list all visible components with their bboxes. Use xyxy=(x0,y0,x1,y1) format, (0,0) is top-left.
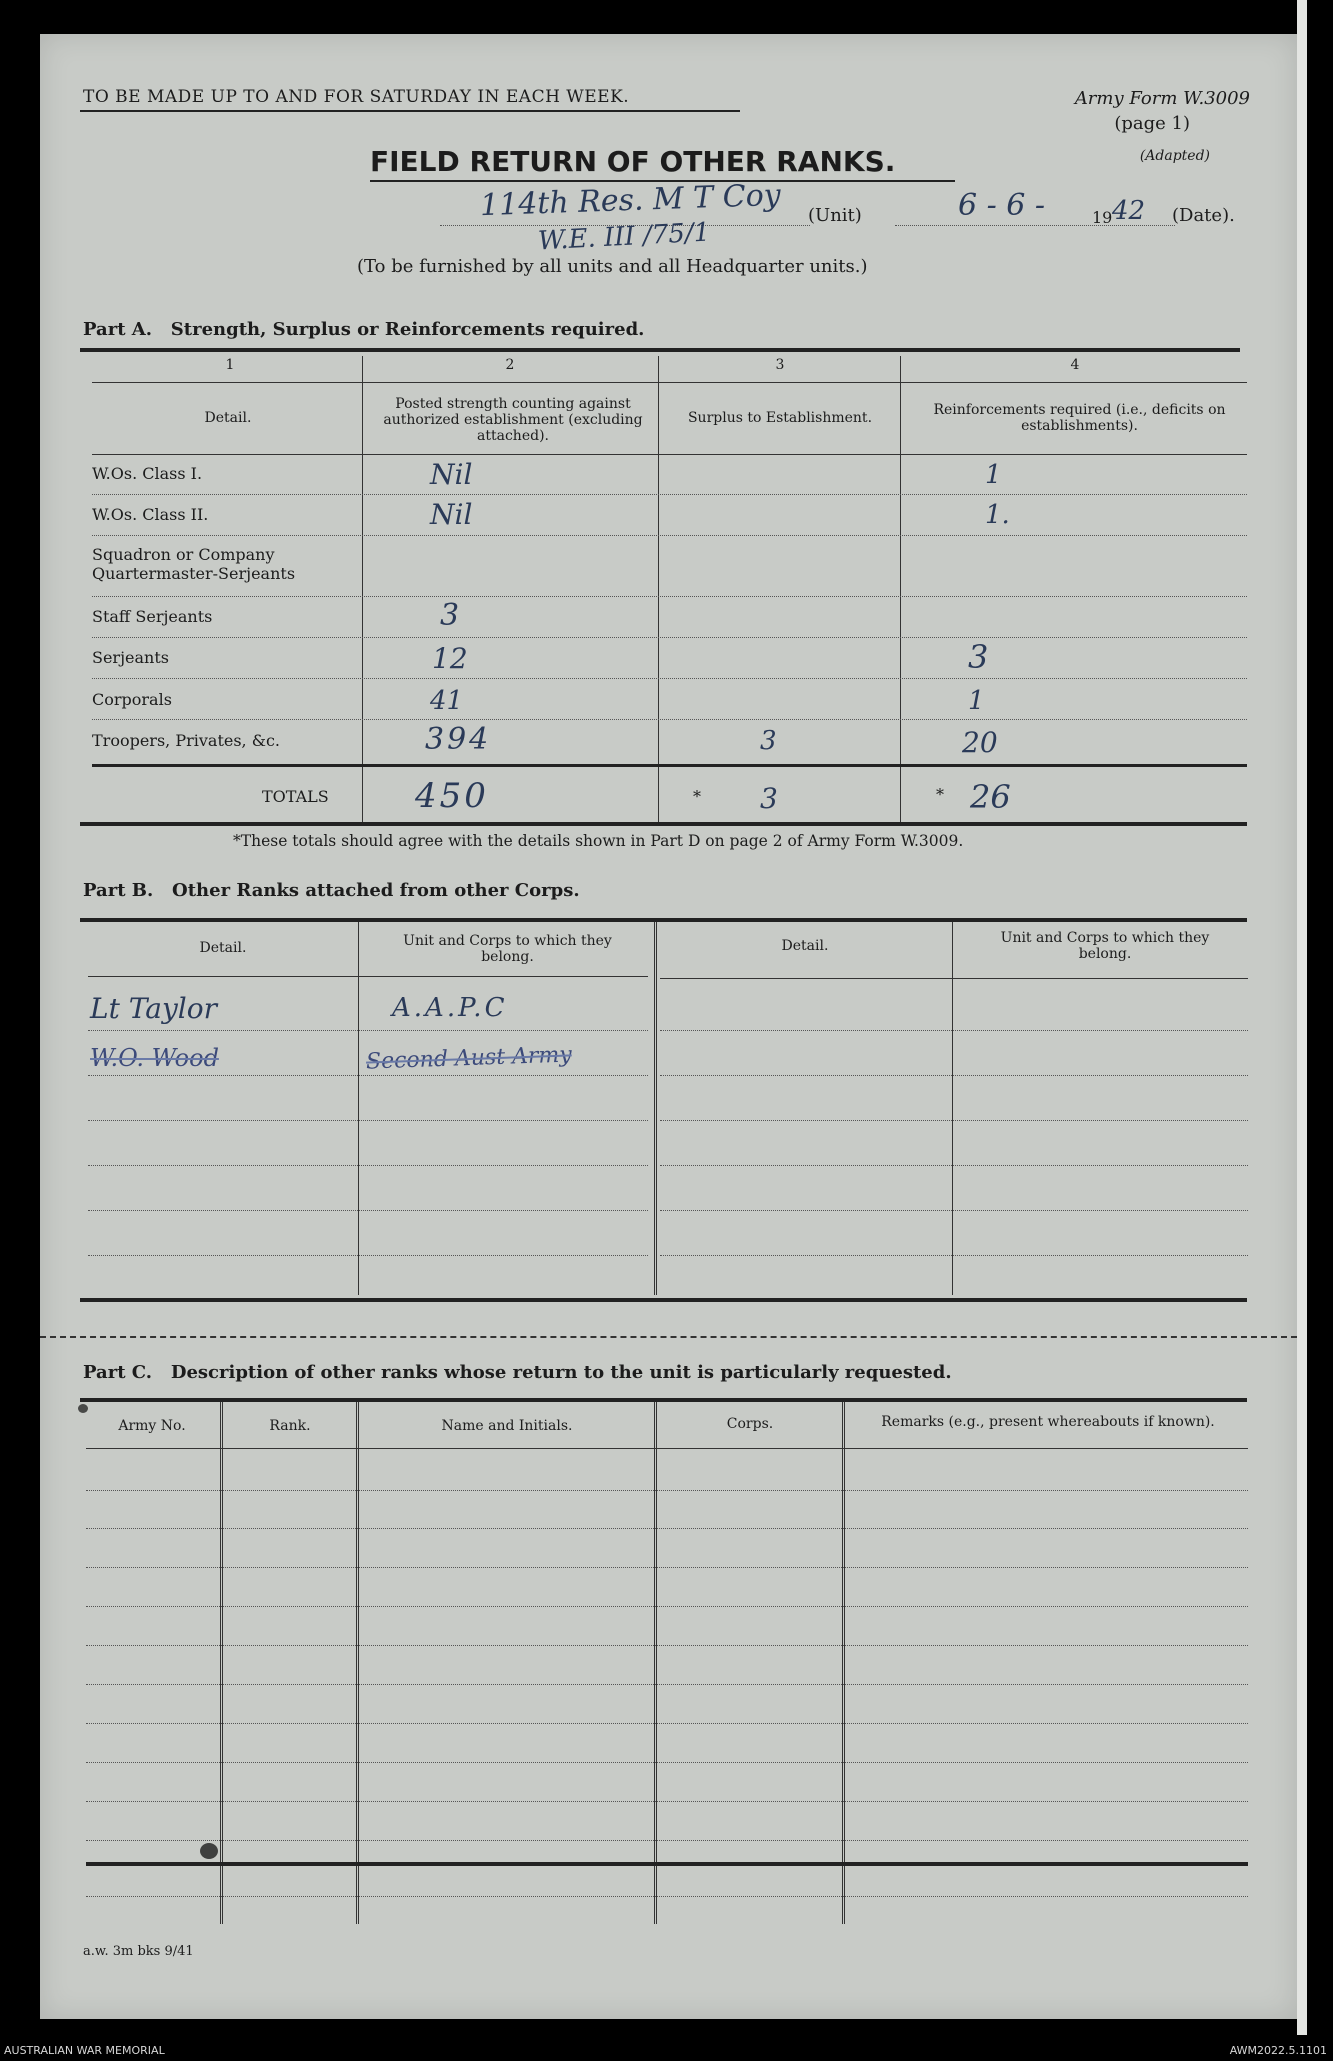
part-c-row-rule xyxy=(86,1723,1248,1724)
part-b-row-rule xyxy=(88,1255,648,1256)
part-c-heading: Part C. Description of other ranks whose return to the unit is particularly requested. xyxy=(83,1362,952,1383)
part-b-row-rule xyxy=(660,1120,1248,1121)
part-a-top-rule xyxy=(80,348,1240,352)
row-label-serjeants: Serjeants xyxy=(92,648,169,667)
unit-label: (Unit) xyxy=(808,205,862,226)
posted-staff-serjeants: 3 xyxy=(440,598,460,633)
part-b-row-rule xyxy=(660,1255,1248,1256)
row-label-staff-serjeants: Staff Serjeants xyxy=(92,607,213,626)
part-b-row-rule xyxy=(660,1165,1248,1166)
part-c-col-divider-4 xyxy=(842,1402,845,1924)
form-number: Army Form W.3009 xyxy=(1074,88,1250,109)
part-c-row-rule xyxy=(86,1645,1248,1646)
part-c-header-rule xyxy=(86,1448,1248,1449)
part-c-col-divider-1 xyxy=(220,1402,223,1924)
page-number: (page 1) xyxy=(1114,113,1190,134)
part-b-bottom-rule xyxy=(80,1298,1247,1302)
row-rule xyxy=(92,535,1247,536)
footer-archive-name: AUSTRALIAN WAR MEMORIAL xyxy=(4,2044,165,2057)
part-b-entry-2-detail: W.O. Wood xyxy=(90,1044,219,1072)
part-b-row-rule xyxy=(88,1075,648,1076)
part-b-row-rule xyxy=(88,1210,648,1211)
totals-top-rule xyxy=(92,764,1247,767)
part-a-heading: Part A. Strength, Surplus or Reinforcements required. xyxy=(83,319,645,340)
instruction-text: TO BE MADE UP TO AND FOR SATURDAY IN EACH WEEK. xyxy=(83,87,630,107)
row-rule xyxy=(92,596,1247,597)
col-number-4: 4 xyxy=(1070,357,1080,373)
row-rule xyxy=(92,637,1247,638)
part-b-header-unit-2: Unit and Corps to which they belong. xyxy=(1000,930,1210,962)
part-c-top-rule xyxy=(80,1398,1247,1402)
part-c-bottom-rule xyxy=(86,1862,1248,1866)
part-a-col-divider-3 xyxy=(900,356,901,822)
punch-hole xyxy=(78,1404,88,1413)
unit-handwritten: 114th Res. M T Coy xyxy=(479,177,782,224)
year-handwritten: 42 xyxy=(1112,196,1146,226)
row-label-wo-class-2: W.Os. Class II. xyxy=(92,505,209,524)
part-a-col-divider-1 xyxy=(362,356,363,822)
reinf-corporals: 1 xyxy=(968,686,985,716)
perforation-line xyxy=(40,1336,1297,1338)
part-b-row-rule xyxy=(88,1165,648,1166)
part-c-row-rule xyxy=(86,1801,1248,1802)
posted-wo-class-2: Nil xyxy=(430,498,473,531)
col-number-3: 3 xyxy=(775,357,785,373)
part-b-entry-1-detail: Lt Taylor xyxy=(90,992,217,1025)
part-c-header-remarks: Remarks (e.g., present whereabouts if known). xyxy=(881,1414,1215,1430)
part-c-row-rule xyxy=(86,1567,1248,1568)
part-b-row-rule xyxy=(660,1030,1248,1031)
col-header-rule xyxy=(92,454,1247,455)
part-b-entry-1-unit: A.A.P.C xyxy=(392,993,508,1023)
part-b-col-divider-1 xyxy=(358,922,359,1295)
instruction-underline xyxy=(80,110,740,112)
posted-corporals: 41 xyxy=(430,686,464,716)
totals-surplus: 3 xyxy=(760,782,778,815)
part-b-row-rule xyxy=(88,1030,648,1031)
we-reference-handwritten: W.E. III /75/1 xyxy=(537,217,711,257)
part-b-header-detail-2: Detail. xyxy=(781,938,829,954)
row-rule xyxy=(92,719,1247,720)
row-label-troopers: Troopers, Privates, &c. xyxy=(92,731,281,750)
reinf-serjeants: 3 xyxy=(968,638,989,676)
part-b-heading: Part B. Other Ranks attached from other Corps. xyxy=(83,880,580,901)
row-label-cqms: Squadron or Company Quartermaster-Serjeants xyxy=(92,545,296,583)
row-rule xyxy=(92,494,1247,495)
part-c-header-army-no: Army No. xyxy=(118,1418,186,1434)
part-b-header-unit-1: Unit and Corps to which they belong. xyxy=(403,933,612,965)
part-b-row-rule xyxy=(88,1120,648,1121)
reinf-troopers: 20 xyxy=(962,726,998,759)
part-b-header-detail-1: Detail. xyxy=(199,940,247,956)
part-c-row-rule xyxy=(86,1528,1248,1529)
part-c-col-divider-2 xyxy=(356,1402,359,1924)
furnish-note: (To be furnished by all units and all Headquarter units.) xyxy=(357,256,868,277)
totals-reinf-asterisk: * xyxy=(936,785,944,804)
punch-hole xyxy=(200,1843,218,1859)
totals-label: TOTALS xyxy=(262,787,329,806)
part-c-row-rule xyxy=(86,1684,1248,1685)
totals-surplus-asterisk: * xyxy=(693,787,701,806)
col-header-detail: Detail. xyxy=(204,410,252,426)
part-c-header-name: Name and Initials. xyxy=(441,1418,573,1434)
part-c-header-rank: Rank. xyxy=(269,1418,311,1434)
row-label-wo-class-1: W.Os. Class I. xyxy=(92,464,203,483)
totals-posted: 450 xyxy=(415,776,489,816)
form-title: FIELD RETURN OF OTHER RANKS. xyxy=(370,145,896,178)
reinf-wo-class-1: 1 xyxy=(985,460,1002,490)
part-b-col-divider-2 xyxy=(654,922,657,1295)
part-b-row-rule xyxy=(660,1210,1248,1211)
date-label: (Date). xyxy=(1172,205,1235,226)
part-c-row-rule xyxy=(86,1606,1248,1607)
surplus-troopers: 3 xyxy=(760,726,777,756)
col-header-surplus: Surplus to Establishment. xyxy=(687,410,873,426)
posted-serjeants: 12 xyxy=(432,642,468,675)
date-day-handwritten: 6 - 6 - xyxy=(958,188,1046,223)
part-a-bottom-rule xyxy=(80,822,1247,826)
col-number-2: 2 xyxy=(505,357,515,373)
part-c-row-rule xyxy=(86,1762,1248,1763)
part-c-col-divider-3 xyxy=(654,1402,657,1924)
col-header-posted: Posted strength counting against authorized establishment (excluding attached). xyxy=(383,396,643,444)
part-b-top-rule xyxy=(80,918,1247,922)
year-prefix: 19 xyxy=(1092,208,1113,227)
totals-reinf: 26 xyxy=(970,778,1011,816)
row-label-corporals: Corporals xyxy=(92,690,172,709)
reinf-wo-class-2: 1. xyxy=(985,500,1010,530)
col-number-rule xyxy=(92,382,1247,383)
part-b-row-rule xyxy=(660,1075,1248,1076)
row-rule xyxy=(92,678,1247,679)
posted-troopers: 394 xyxy=(425,722,492,757)
col-number-1: 1 xyxy=(225,357,235,373)
adapted-label: (Adapted) xyxy=(1139,148,1210,164)
col-header-reinforcements: Reinforcements required (i.e., deficits on establishments). xyxy=(933,402,1226,434)
part-a-col-divider-2 xyxy=(658,356,659,822)
printer-code: a.w. 3m bks 9/41 xyxy=(83,1944,194,1959)
paper-edge-strip xyxy=(1297,0,1307,2035)
part-b-header-rule-right xyxy=(660,978,1248,979)
part-b-entry-2-unit: Second Aust Army xyxy=(365,1042,573,1075)
part-a-footnote: *These totals should agree with the details shown in Part D on page 2 of Army Form W.3009. xyxy=(233,832,964,850)
footer-accession-number: AWM2022.5.1101 xyxy=(1229,2044,1327,2057)
part-c-row-rule xyxy=(86,1840,1248,1841)
part-c-row-rule xyxy=(86,1490,1248,1491)
posted-wo-class-1: Nil xyxy=(430,458,473,491)
part-b-header-rule-left xyxy=(88,976,648,977)
part-c-row-rule xyxy=(86,1896,1248,1897)
part-c-header-corps: Corps. xyxy=(726,1416,774,1432)
